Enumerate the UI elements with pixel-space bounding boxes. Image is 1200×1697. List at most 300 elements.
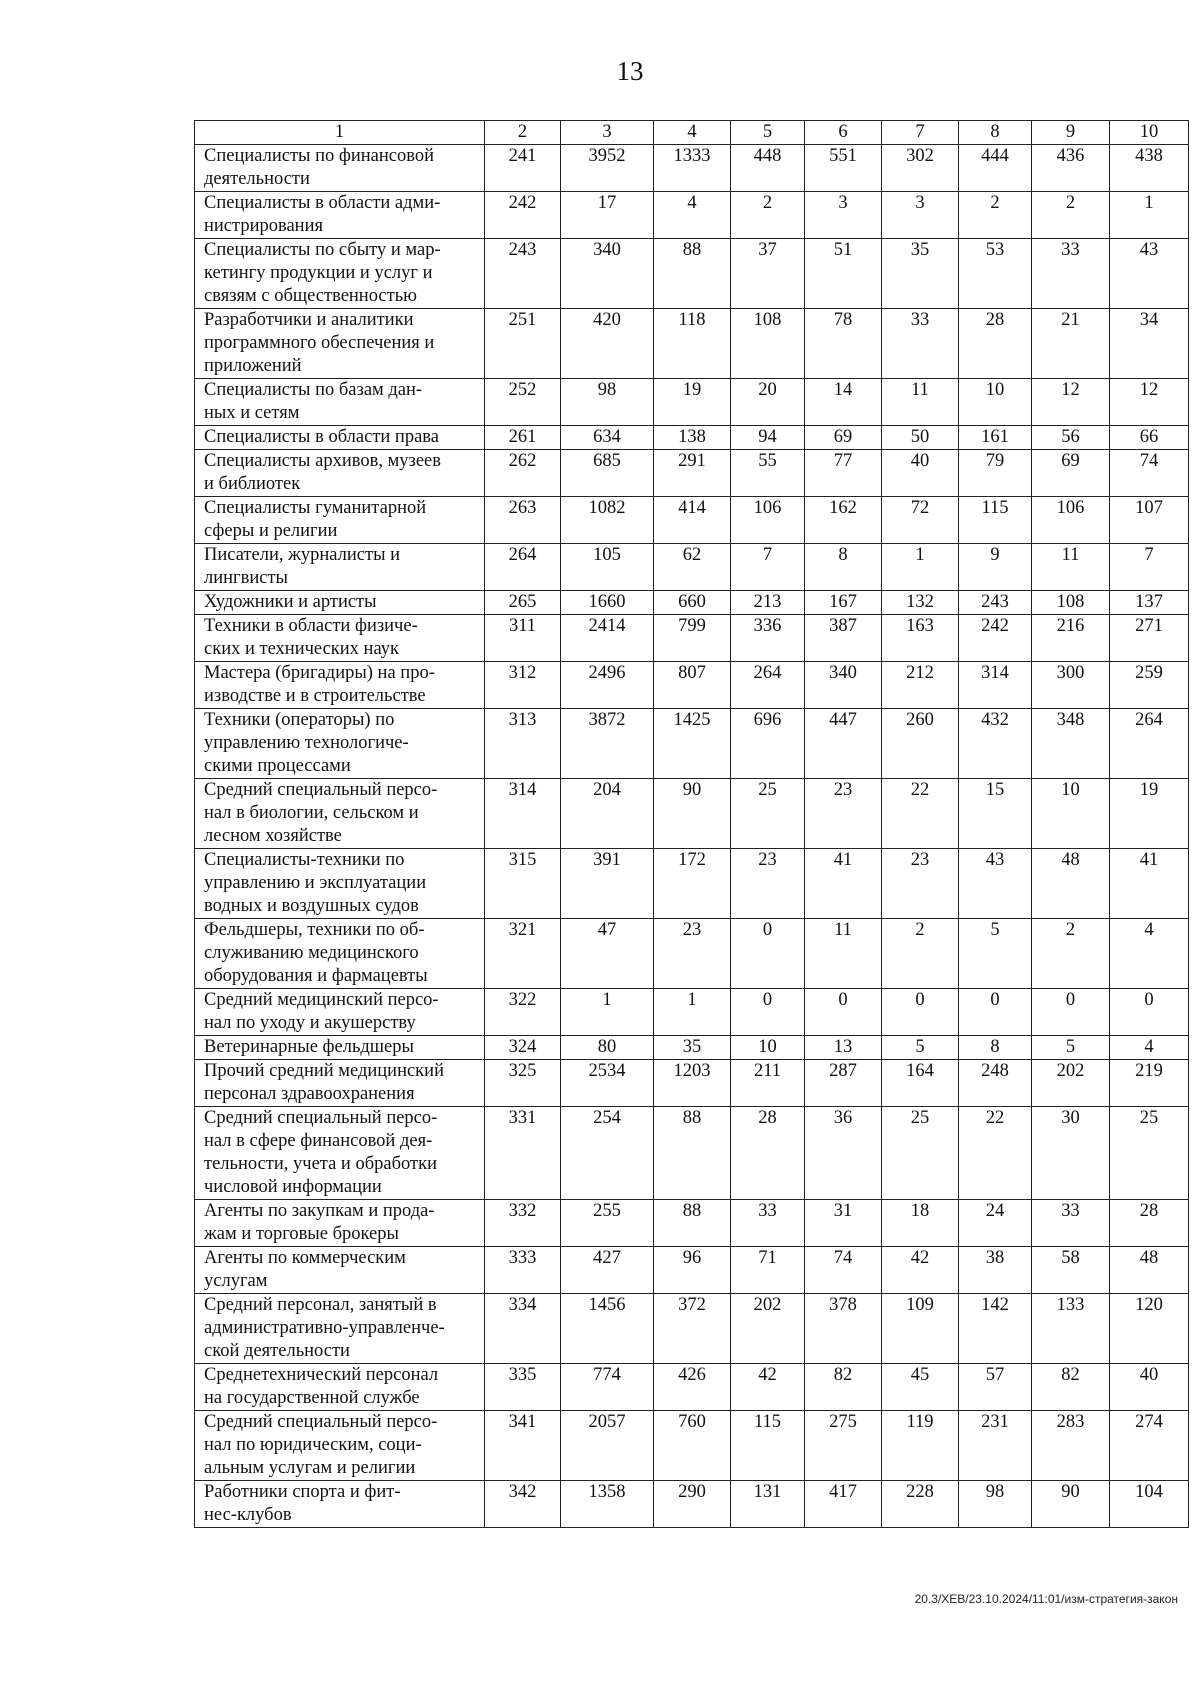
value-cell: 420 [561,309,654,379]
value-cell: 120 [1110,1294,1189,1364]
value-cell: 45 [882,1364,959,1411]
value-cell: 17 [561,192,654,239]
value-cell: 33 [1032,1200,1110,1247]
value-cell: 211 [731,1060,805,1107]
value-cell: 137 [1110,591,1189,615]
value-cell: 14 [805,379,882,426]
code-cell: 334 [485,1294,561,1364]
value-cell: 212 [882,662,959,709]
value-cell: 2534 [561,1060,654,1107]
value-cell: 40 [882,450,959,497]
value-cell: 58 [1032,1247,1110,1294]
occupation-name-cell: Среднетехнический персонал на государственной службе [195,1364,485,1411]
value-cell: 162 [805,497,882,544]
table-row [195,1200,1189,1247]
table-row [195,779,1189,849]
value-cell: 47 [561,919,654,989]
value-cell: 22 [959,1107,1032,1200]
value-cell: 23 [805,779,882,849]
value-cell: 10 [1032,779,1110,849]
value-cell: 348 [1032,709,1110,779]
value-cell: 161 [959,426,1032,450]
value-cell: 287 [805,1060,882,1107]
value-cell: 23 [654,919,731,989]
value-cell: 78 [805,309,882,379]
value-cell: 436 [1032,145,1110,192]
value-cell: 28 [1110,1200,1189,1247]
value-cell: 634 [561,426,654,450]
value-cell: 33 [882,309,959,379]
value-cell: 0 [959,989,1032,1036]
value-cell: 48 [1032,849,1110,919]
value-cell: 33 [1032,239,1110,309]
value-cell: 108 [1032,591,1110,615]
code-cell: 263 [485,497,561,544]
value-cell: 283 [1032,1411,1110,1481]
value-cell: 1203 [654,1060,731,1107]
value-cell: 259 [1110,662,1189,709]
value-cell: 28 [731,1107,805,1200]
value-cell: 77 [805,450,882,497]
value-cell: 98 [959,1481,1032,1528]
value-cell: 51 [805,239,882,309]
occupation-name-cell: Писатели, журналисты и лингвисты [195,544,485,591]
value-cell: 25 [882,1107,959,1200]
occupation-name-cell: Средний специальный персо- нал в биологии, сельском и лесном хозяйстве [195,779,485,849]
table-row [195,919,1189,989]
value-cell: 15 [959,779,1032,849]
code-cell: 251 [485,309,561,379]
value-cell: 36 [805,1107,882,1200]
value-cell: 167 [805,591,882,615]
value-cell: 372 [654,1294,731,1364]
value-cell: 204 [561,779,654,849]
value-cell: 11 [1032,544,1110,591]
value-cell: 33 [731,1200,805,1247]
value-cell: 40 [1110,1364,1189,1411]
value-cell: 131 [731,1481,805,1528]
value-cell: 82 [1032,1364,1110,1411]
table-row [195,379,1189,426]
value-cell: 12 [1032,379,1110,426]
value-cell: 2 [1032,192,1110,239]
value-cell: 5 [882,1036,959,1060]
value-cell: 69 [1032,450,1110,497]
value-cell: 108 [731,309,805,379]
value-cell: 336 [731,615,805,662]
value-cell: 447 [805,709,882,779]
table-row [195,662,1189,709]
statistics-table [194,120,1189,1528]
table-row [195,1294,1189,1364]
occupation-name-cell: Средний персонал, занятый в административно-управленче- ской деятельности [195,1294,485,1364]
value-cell: 2 [731,192,805,239]
value-cell: 7 [731,544,805,591]
code-cell: 243 [485,239,561,309]
value-cell: 2 [959,192,1032,239]
value-cell: 57 [959,1364,1032,1411]
value-cell: 118 [654,309,731,379]
value-cell: 2 [882,919,959,989]
value-cell: 300 [1032,662,1110,709]
document-footer-code: 20.3/ХЕВ/23.10.2024/11:01/изм-стратегия-закон [914,1592,1178,1606]
value-cell: 799 [654,615,731,662]
page-number: 13 [616,56,644,86]
value-cell: 21 [1032,309,1110,379]
code-cell: 262 [485,450,561,497]
value-cell: 41 [805,849,882,919]
value-cell: 1425 [654,709,731,779]
value-cell: 774 [561,1364,654,1411]
value-cell: 340 [805,662,882,709]
occupation-name-cell: Агенты по коммерческим услугам [195,1247,485,1294]
value-cell: 2496 [561,662,654,709]
value-cell: 9 [959,544,1032,591]
occupation-name-cell: Художники и артисты [195,591,485,615]
value-cell: 13 [805,1036,882,1060]
table-row [195,145,1189,192]
value-cell: 2 [1032,919,1110,989]
value-cell: 115 [731,1411,805,1481]
value-cell: 19 [1110,779,1189,849]
value-cell: 88 [654,1200,731,1247]
value-cell: 42 [731,1364,805,1411]
value-cell: 685 [561,450,654,497]
value-cell: 30 [1032,1107,1110,1200]
table-row [195,591,1189,615]
value-cell: 202 [731,1294,805,1364]
value-cell: 105 [561,544,654,591]
value-cell: 231 [959,1411,1032,1481]
occupation-name-cell: Специалисты-техники по управлению и эксплуатации водных и воздушных судов [195,849,485,919]
value-cell: 0 [805,989,882,1036]
table-row [195,497,1189,544]
occupation-name-cell: Средний специальный персо- нал в сфере финансовой дея- тельности, учета и обработки числовой информации [195,1107,485,1200]
value-cell: 0 [1110,989,1189,1036]
value-cell: 88 [654,1107,731,1200]
value-cell: 79 [959,450,1032,497]
value-cell: 35 [654,1036,731,1060]
value-cell: 25 [731,779,805,849]
value-cell: 107 [1110,497,1189,544]
value-cell: 11 [805,919,882,989]
occupation-name-cell: Техники (операторы) по управлению технологиче- скими процессами [195,709,485,779]
table-row [195,239,1189,309]
occupation-name-cell: Прочий средний медицинский персонал здравоохранения [195,1060,485,1107]
value-cell: 264 [1110,709,1189,779]
code-cell: 314 [485,779,561,849]
value-cell: 0 [882,989,959,1036]
table-row [195,426,1189,450]
occupation-name-cell: Фельдшеры, техники по об- служиванию медицинского оборудования и фармацевты [195,919,485,989]
value-cell: 69 [805,426,882,450]
value-cell: 115 [959,497,1032,544]
value-cell: 90 [1032,1481,1110,1528]
value-cell: 28 [959,309,1032,379]
value-cell: 551 [805,145,882,192]
value-cell: 0 [731,989,805,1036]
value-cell: 119 [882,1411,959,1481]
value-cell: 56 [1032,426,1110,450]
value-cell: 3952 [561,145,654,192]
code-cell: 312 [485,662,561,709]
value-cell: 43 [959,849,1032,919]
value-cell: 391 [561,849,654,919]
value-cell: 202 [1032,1060,1110,1107]
table-row [195,192,1189,239]
table-row [195,450,1189,497]
code-cell: 341 [485,1411,561,1481]
value-cell: 314 [959,662,1032,709]
table-row [195,1107,1189,1200]
occupation-name-cell: Специалисты по базам дан- ных и сетям [195,379,485,426]
value-cell: 31 [805,1200,882,1247]
table-row [195,989,1189,1036]
table-row [195,1364,1189,1411]
value-cell: 696 [731,709,805,779]
value-cell: 66 [1110,426,1189,450]
table-row [195,615,1189,662]
value-cell: 18 [882,1200,959,1247]
code-cell: 333 [485,1247,561,1294]
value-cell: 106 [731,497,805,544]
value-cell: 42 [882,1247,959,1294]
value-cell: 62 [654,544,731,591]
occupation-name-cell: Мастера (бригадиры) на про- изводстве и в строительстве [195,662,485,709]
value-cell: 55 [731,450,805,497]
value-cell: 4 [1110,919,1189,989]
value-cell: 228 [882,1481,959,1528]
column-header: 7 [882,121,959,145]
table-row [195,849,1189,919]
value-cell: 3872 [561,709,654,779]
code-cell: 321 [485,919,561,989]
value-cell: 243 [959,591,1032,615]
table-row [195,1411,1189,1481]
value-cell: 4 [1110,1036,1189,1060]
code-cell: 261 [485,426,561,450]
value-cell: 34 [1110,309,1189,379]
value-cell: 248 [959,1060,1032,1107]
code-cell: 331 [485,1107,561,1200]
value-cell: 1660 [561,591,654,615]
value-cell: 109 [882,1294,959,1364]
value-cell: 660 [654,591,731,615]
value-cell: 1333 [654,145,731,192]
value-cell: 10 [959,379,1032,426]
value-cell: 12 [1110,379,1189,426]
value-cell: 71 [731,1247,805,1294]
value-cell: 80 [561,1036,654,1060]
value-cell: 1456 [561,1294,654,1364]
value-cell: 1 [561,989,654,1036]
code-cell: 332 [485,1200,561,1247]
code-cell: 335 [485,1364,561,1411]
value-cell: 74 [805,1247,882,1294]
value-cell: 11 [882,379,959,426]
value-cell: 43 [1110,239,1189,309]
code-cell: 322 [485,989,561,1036]
column-header: 4 [654,121,731,145]
value-cell: 760 [654,1411,731,1481]
value-cell: 426 [654,1364,731,1411]
value-cell: 90 [654,779,731,849]
code-cell: 265 [485,591,561,615]
value-cell: 3 [805,192,882,239]
column-header: 1 [195,121,485,145]
value-cell: 2057 [561,1411,654,1481]
value-cell: 4 [654,192,731,239]
value-cell: 216 [1032,615,1110,662]
value-cell: 417 [805,1481,882,1528]
value-cell: 213 [731,591,805,615]
value-cell: 138 [654,426,731,450]
value-cell: 98 [561,379,654,426]
value-cell: 35 [882,239,959,309]
value-cell: 219 [1110,1060,1189,1107]
value-cell: 23 [731,849,805,919]
table-row [195,544,1189,591]
code-cell: 342 [485,1481,561,1528]
value-cell: 22 [882,779,959,849]
value-cell: 23 [882,849,959,919]
table-row [195,709,1189,779]
value-cell: 37 [731,239,805,309]
table-row [195,1036,1189,1060]
value-cell: 82 [805,1364,882,1411]
occupation-name-cell: Средний медицинский персо- нал по уходу и акушерству [195,989,485,1036]
value-cell: 0 [731,919,805,989]
value-cell: 1082 [561,497,654,544]
value-cell: 163 [882,615,959,662]
code-cell: 264 [485,544,561,591]
value-cell: 8 [805,544,882,591]
value-cell: 264 [731,662,805,709]
column-header: 3 [561,121,654,145]
value-cell: 53 [959,239,1032,309]
code-cell: 313 [485,709,561,779]
table-header-row [195,121,1189,145]
code-cell: 241 [485,145,561,192]
value-cell: 260 [882,709,959,779]
value-cell: 291 [654,450,731,497]
value-cell: 807 [654,662,731,709]
column-header: 6 [805,121,882,145]
code-cell: 315 [485,849,561,919]
column-header: 5 [731,121,805,145]
occupation-name-cell: Специалисты в области адми- нистрирования [195,192,485,239]
value-cell: 387 [805,615,882,662]
code-cell: 252 [485,379,561,426]
occupation-name-cell: Агенты по закупкам и прода- жам и торговые брокеры [195,1200,485,1247]
value-cell: 172 [654,849,731,919]
value-cell: 302 [882,145,959,192]
code-cell: 324 [485,1036,561,1060]
value-cell: 19 [654,379,731,426]
value-cell: 290 [654,1481,731,1528]
value-cell: 132 [882,591,959,615]
value-cell: 74 [1110,450,1189,497]
occupation-name-cell: Специалисты гуманитарной сферы и религии [195,497,485,544]
value-cell: 448 [731,145,805,192]
code-cell: 311 [485,615,561,662]
column-header: 9 [1032,121,1110,145]
value-cell: 96 [654,1247,731,1294]
value-cell: 7 [1110,544,1189,591]
table-row [195,1060,1189,1107]
value-cell: 3 [882,192,959,239]
value-cell: 444 [959,145,1032,192]
value-cell: 5 [959,919,1032,989]
value-cell: 271 [1110,615,1189,662]
value-cell: 24 [959,1200,1032,1247]
value-cell: 72 [882,497,959,544]
value-cell: 1 [882,544,959,591]
value-cell: 133 [1032,1294,1110,1364]
value-cell: 1358 [561,1481,654,1528]
value-cell: 275 [805,1411,882,1481]
value-cell: 48 [1110,1247,1189,1294]
value-cell: 41 [1110,849,1189,919]
occupation-name-cell: Специалисты по финансовой деятельности [195,145,485,192]
value-cell: 1 [1110,192,1189,239]
column-header: 10 [1110,121,1189,145]
table-row [195,1247,1189,1294]
value-cell: 242 [959,615,1032,662]
occupation-name-cell: Специалисты по сбыту и мар- кетингу продукции и услуг и связям с общественностью [195,239,485,309]
value-cell: 104 [1110,1481,1189,1528]
value-cell: 427 [561,1247,654,1294]
value-cell: 8 [959,1036,1032,1060]
value-cell: 254 [561,1107,654,1200]
occupation-name-cell: Средний специальный персо- нал по юридическим, соци- альным услугам и религии [195,1411,485,1481]
value-cell: 20 [731,379,805,426]
occupation-name-cell: Разработчики и аналитики программного обеспечения и приложений [195,309,485,379]
value-cell: 106 [1032,497,1110,544]
occupation-name-cell: Работники спорта и фит- нес-клубов [195,1481,485,1528]
occupation-name-cell: Ветеринарные фельдшеры [195,1036,485,1060]
value-cell: 378 [805,1294,882,1364]
value-cell: 50 [882,426,959,450]
value-cell: 274 [1110,1411,1189,1481]
value-cell: 10 [731,1036,805,1060]
table-row [195,1481,1189,1528]
column-header: 8 [959,121,1032,145]
value-cell: 25 [1110,1107,1189,1200]
value-cell: 432 [959,709,1032,779]
value-cell: 38 [959,1247,1032,1294]
column-header: 2 [485,121,561,145]
occupation-name-cell: Техники в области физиче- ских и технических наук [195,615,485,662]
code-cell: 325 [485,1060,561,1107]
table-row [195,309,1189,379]
occupation-name-cell: Специалисты архивов, музеев и библиотек [195,450,485,497]
value-cell: 142 [959,1294,1032,1364]
value-cell: 5 [1032,1036,1110,1060]
value-cell: 340 [561,239,654,309]
value-cell: 438 [1110,145,1189,192]
value-cell: 414 [654,497,731,544]
value-cell: 94 [731,426,805,450]
value-cell: 255 [561,1200,654,1247]
value-cell: 2414 [561,615,654,662]
code-cell: 242 [485,192,561,239]
value-cell: 164 [882,1060,959,1107]
value-cell: 88 [654,239,731,309]
value-cell: 1 [654,989,731,1036]
value-cell: 0 [1032,989,1110,1036]
occupation-name-cell: Специалисты в области права [195,426,485,450]
